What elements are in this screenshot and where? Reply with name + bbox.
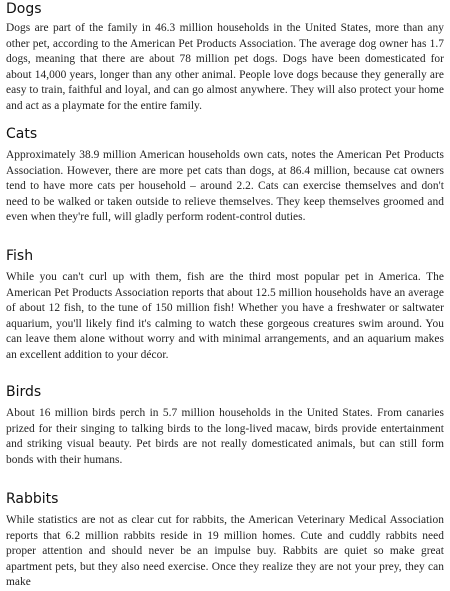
section-fish [6, 242, 444, 378]
section-cats [6, 120, 444, 242]
section-heading-birds: Birds [6, 384, 42, 400]
section-heading-cats: Cats [6, 126, 38, 142]
section-body-cats: Approximately 38.9 million American households own cats, notes the American Pet Products Association. However, there are more pet cats than dogs, at 86.4 million, because cat owners tend to have more cats per household – around 2.2. Cats can exercise themselves and don't need to be walked or taken outside to relieve themselves. They keep themselves groomed and even when they're full, will gladly perform rodent-control duties. [6, 149, 444, 224]
section-body-rabbits: While statistics are not as clear cut for rabbits, the American Veterinary Medical Association reports that 6.2 million rabbits reside in 19 million homes. Cute and cuddly rabbits need proper attention and should never be an impulse buy. Rabbits are quiet so make great apartment pets, but they also need exercise. Once they realize they are not your prey, they can make [6, 514, 444, 589]
section-birds [6, 378, 444, 485]
section-body-dogs: Dogs are part of the family in 46.3 million households in the United States, more than any other pet, according to the American Pet Products Association. The average dog owner has 1.7 dogs, meaning that there are about 78 million pet dogs. Dogs have been domesticated for about 14,000 years, longer than any other animal. People love dogs because they generally are easy to train, faithful and loyal, and can go almost anywhere. They will also protect your home and act as a playmate for the entire family. [6, 22, 444, 112]
section-heading-dogs: Dogs [6, 1, 42, 17]
section-heading-fish: Fish [6, 248, 34, 264]
section-dogs [6, 0, 444, 120]
section-rabbits [6, 485, 444, 589]
article-content [6, 0, 444, 589]
section-heading-rabbits: Rabbits [6, 491, 59, 507]
section-body-fish: While you can't curl up with them, fish are the third most popular pet in America. The American Pet Products Association reports that about 12.5 million households have an average of about 12 fish, to the tune of 150 million fish! Whether you have a freshwater or saltwater aquarium, you'll likely find it's calming to watch these gorgeous creatures swim around. You can leave them alone without worry and with minimal arrangements, and an aquarium makes an excellent addition to your décor. [6, 271, 444, 361]
section-body-birds: About 16 million birds perch in 5.7 million households in the United States. From canaries prized for their singing to talking birds to the long-lived macaw, birds provide entertainment and striking visual beauty. Pet birds are not really domesticated animals, but can still form bonds with their humans. [6, 407, 444, 466]
